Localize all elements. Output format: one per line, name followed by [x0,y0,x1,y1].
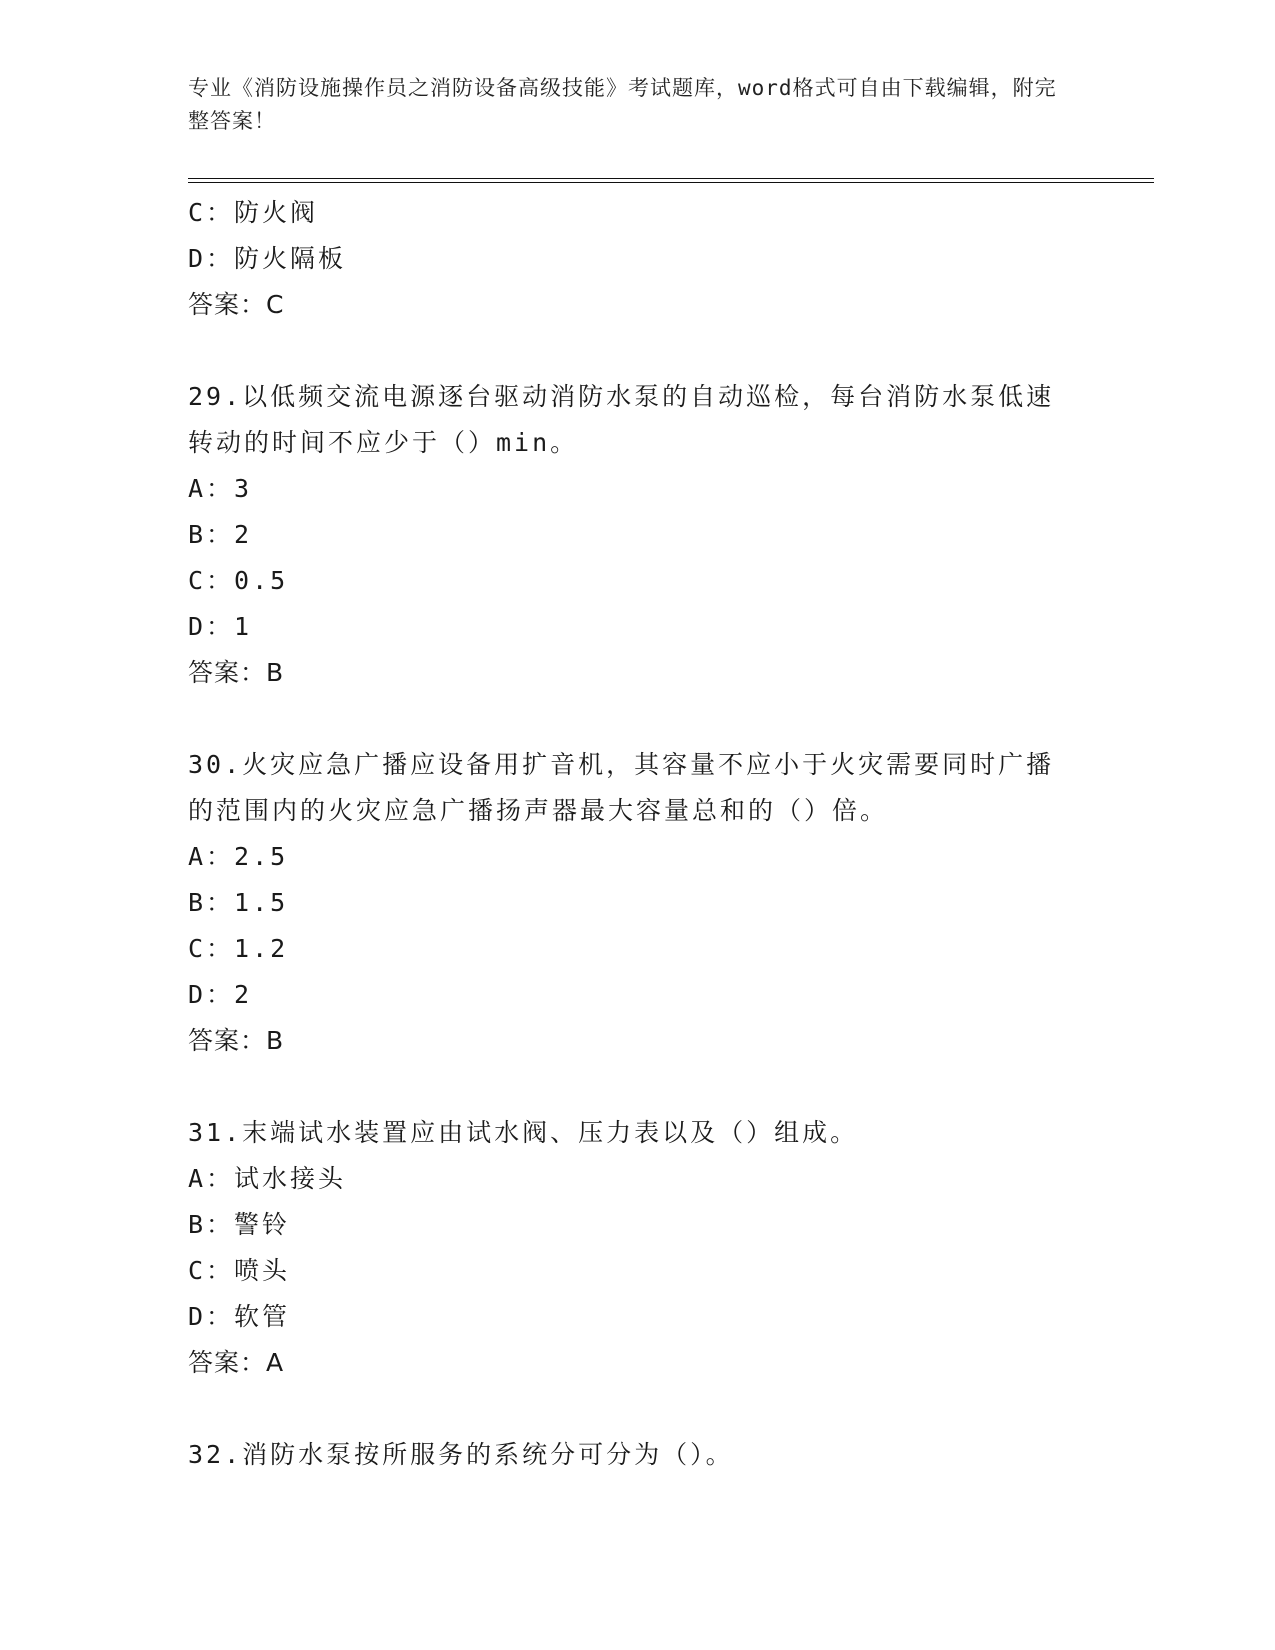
option-c: C：防火阀 [188,198,319,227]
spacer [188,696,1088,742]
question-stem-cont: 转动的时间不应少于（）min。 [188,428,579,457]
question-28-tail [188,190,1088,328]
option-d: D：防火隔板 [188,244,347,273]
question-31 [188,1110,1088,1386]
option-a: A：试水接头 [188,1164,347,1193]
question-stem: 31.末端试水装置应由试水阀、压力表以及（）组成。 [188,1118,859,1147]
answer-line: 答案：A [188,1348,285,1377]
question-stem-cont: 的范围内的火灾应急广播扬声器最大容量总和的（）倍。 [188,796,889,825]
option-c: C：0.5 [188,566,289,595]
option-c: C：1.2 [188,934,289,963]
question-30 [188,742,1088,1064]
question-stem: 32.消防水泵按所服务的系统分可分为（）。 [188,1440,734,1469]
question-list [188,190,1088,1478]
spacer [188,328,1088,374]
question-32 [188,1432,1088,1478]
option-a: A：3 [188,474,253,503]
question-stem: 30.火灾应急广播应设备用扩音机，其容量不应小于火灾需要同时广播 [188,750,1055,779]
option-d: D：1 [188,612,253,641]
option-c: C：喷头 [188,1256,291,1285]
option-b: B：警铃 [188,1210,291,1239]
spacer [188,1064,1088,1110]
option-d: D：2 [188,980,253,1009]
option-b: B：1.5 [188,888,289,917]
option-a: A：2.5 [188,842,289,871]
header-rule [188,178,1154,183]
spacer [188,1386,1088,1432]
option-b: B：2 [188,520,253,549]
answer-line: 答案：B [188,1026,285,1055]
question-stem: 29.以低频交流电源逐台驱动消防水泵的自动巡检，每台消防水泵低速 [188,382,1055,411]
option-d: D：软管 [188,1302,291,1331]
question-29 [188,374,1088,696]
answer-line: 答案：C [188,290,285,319]
answer-line: 答案：B [188,658,285,687]
page-header: 专业《消防设施操作员之消防设备高级技能》考试题库，word格式可自由下载编辑，附完整答案！ [188,76,1057,133]
